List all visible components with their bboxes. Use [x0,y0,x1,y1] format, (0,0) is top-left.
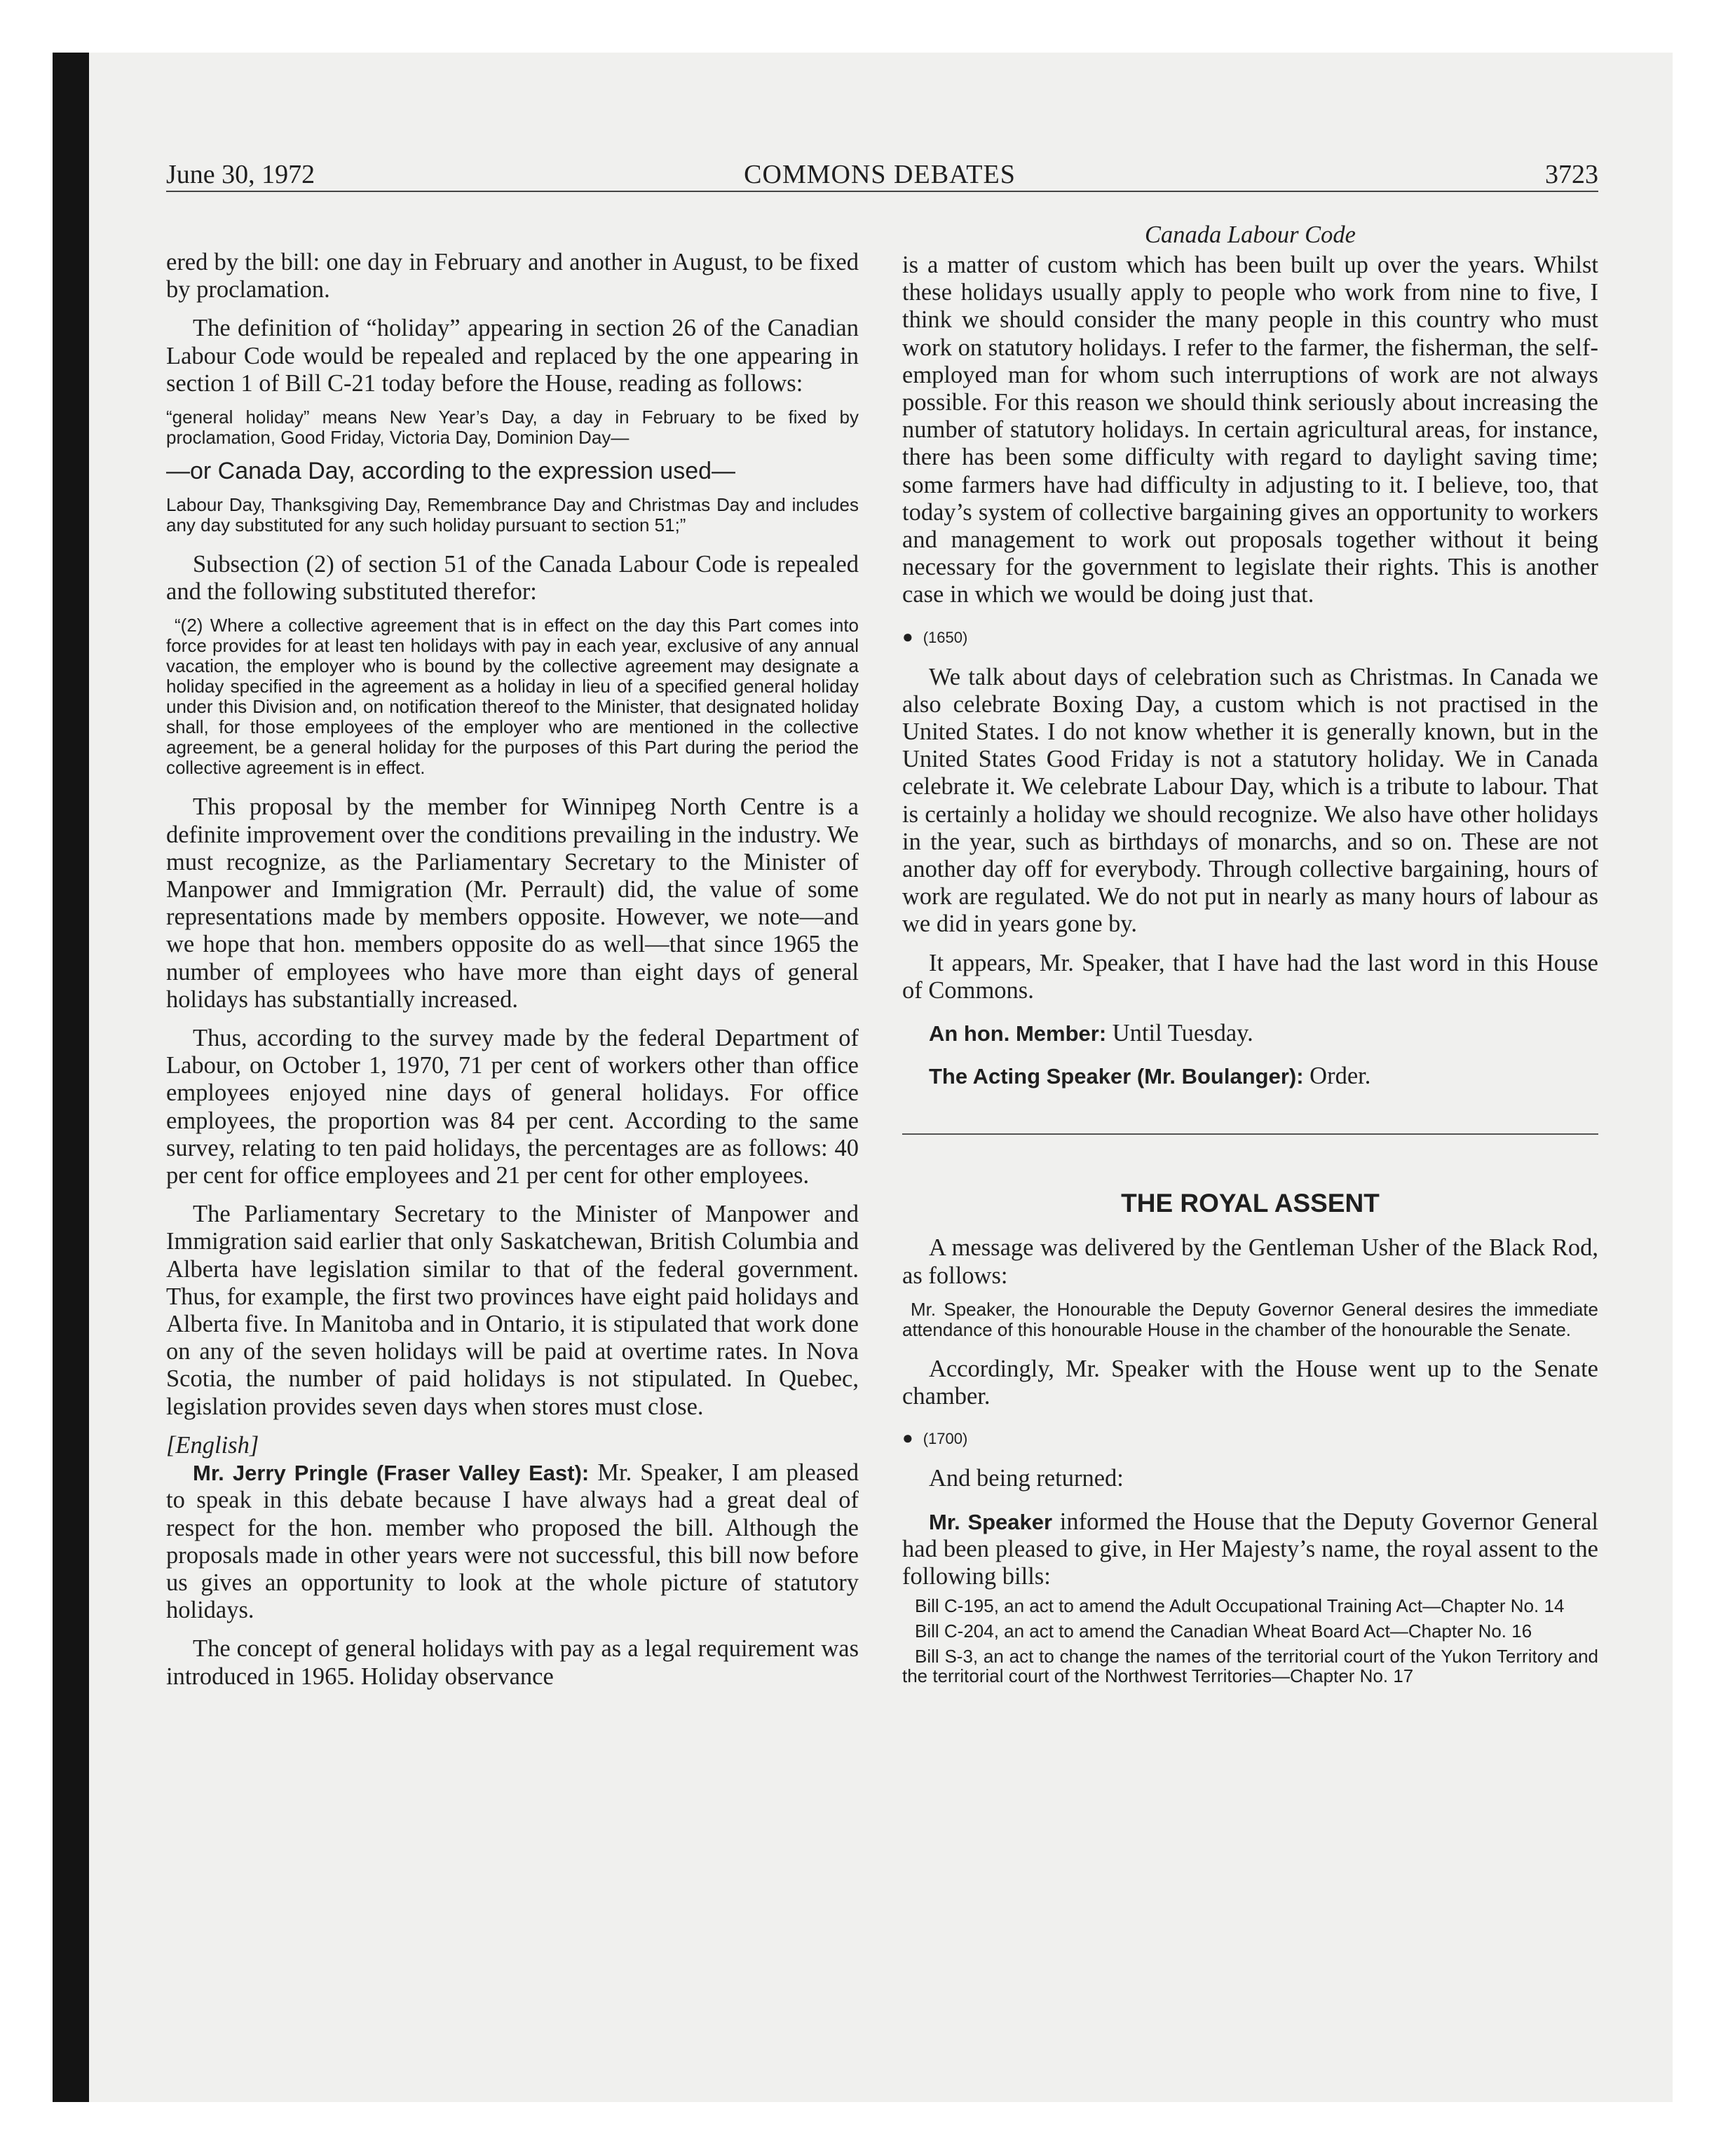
scan-edge-bar [53,53,89,2102]
quoted-text: Mr. Speaker, the Honourable the Deputy Governor General desires the immediate attendance of this honourable House in the chamber of the honourable the Senate. [902,1298,1598,1340]
time-stamp [902,626,1598,648]
time-stamp-text: (1700) [923,1430,968,1448]
speech-paragraph [902,1020,1598,1047]
bill-entry: Bill C-195, an act to amend the Adult Occupational Training Act—Chapter No. 14 [915,1595,1565,1617]
time-stamp [902,1427,1598,1449]
paragraph: The Parliamentary Secretary to the Minister of Manpower and Immigration said earlier that only Saskatchewan, British Columbia and Alberta have legislation similar to that of the federal government. Thus, for example, the first two provinces have eight paid holidays and Alberta five. In Manitoba and in Ontario, it is stipulated that work done on any of the seven holidays will be paid at overtime rates. In Nova Scotia, the number of paid holidays is not stipulated. In Quebec, legislation provides seven days when stores must close. [166,1201,859,1420]
bullet-icon: ● [902,1427,913,1449]
speaker-name: Mr. Speaker [929,1509,1053,1534]
bill-entry: Bill C-204, an act to amend the Canadian Wheat Board Act—Chapter No. 16 [915,1621,1532,1642]
speech-text: informed the House that the Deputy Governor General had been pleased to give, in Her Majesty’s name, the royal assent to the following bills: [902,1508,1599,1590]
page-date: June 30, 1972 [166,160,315,189]
bill-entry: Bill S-3, an act to change the names of the territorial court of the Yukon Territory and the territorial court of the Northwest Territories—Chapter No. 17 [902,1646,1598,1687]
speech-text: Mr. Speaker, I am pleased to speak in this debate because I have always had a great deal of respect for the hon. member who proposed the bill. Although the proposals made in other years were not successful, this bill now before us gives an opportunity to look at the whole picture of statutory holidays. [166,1459,859,1624]
time-stamp-text: (1650) [923,628,968,646]
paragraph: The concept of general holidays with pay as a legal requirement was introduced in 1965. Holiday observance [166,1635,859,1690]
publication-title: COMMONS DEBATES [744,160,1016,189]
paragraph: We talk about days of celebration such as Christmas. In Canada we also celebrate Boxing Day, a custom which is not practised in the United States. I do not know whether it is generally known, but in the United States Good Friday is not a statutory holiday. We in Canada celebrate it. We celebrate Labour Day, which is a tribute to labour. That is certainly a holiday we should recognize. We also have other holidays in the year, such as birthdays of monarchs, and so on. These are not another day off for everybody. Through collective bargaining, hours of work are regulated. We do not put in nearly as many hours of labour as we did in years gone by. [902,663,1598,938]
speech-paragraph [166,1459,859,1624]
paragraph: This proposal by the member for Winnipeg North Centre is a definite improvement over the conditions prevailing in the industry. We must recognize, as the Parliamentary Secretary to the Minister of Manpower and Immigration (Mr. Perrault) did, the value of some representations made by members opposite. However, we note—and we hope that hon. members opposite do as well—that since 1965 the number of employees who have more than eight days of general holidays has substantially increased. [166,793,859,1013]
speaker-name: The Acting Speaker (Mr. Boulanger): [929,1064,1304,1089]
paragraph: The definition of “holiday” appearing in section 26 of the Canadian Labour Code would be repealed and replaced by the one appearing in section 1 of Bill C-21 today before the House, reading as follows: [166,315,859,397]
paragraph: A message was delivered by the Gentleman Usher of the Black Rod, as follows: [902,1234,1598,1289]
page-number: 3723 [1545,160,1598,189]
paragraph: It appears, Mr. Speaker, that I have had the last word in this House of Commons. [902,949,1598,1004]
right-column [902,221,1598,1686]
speech-paragraph [902,1508,1598,1591]
speaker-name: An hon. Member: [929,1021,1107,1046]
paragraph: Subsection (2) of section 51 of the Canada Labour Code is repealed and the following substituted therefor: [166,551,859,606]
paragraph: Thus, according to the survey made by the federal Department of Labour, on October 1, 1970, 71 per cent of workers other than office employees enjoyed nine days of general holidays. For office employees, the proportion was 84 per cent. According to the same survey, relating to ten paid holidays, the percentages are as follows: 40 per cent for office employees and 21 per cent for other employees. [166,1025,859,1189]
section-title: THE ROYAL ASSENT [1121,1189,1380,1218]
left-column [166,249,859,1691]
quoted-text: Labour Day, Thanksgiving Day, Remembrance Day and Christmas Day and includes any day substituted for any such holiday pursuant to section 51;” [166,494,859,536]
paragraph: ered by the bill: one day in February and another in August, to be fixed by proclamation. [166,249,859,303]
running-head: Canada Labour Code [1145,221,1356,248]
paragraph: Accordingly, Mr. Speaker with the House went up to the Senate chamber. [902,1355,1598,1410]
speech-text: Until Tuesday. [1112,1020,1253,1047]
header-rule [166,191,1598,192]
speech-text: Order. [1309,1063,1371,1090]
quoted-text: “general holiday” means New Year’s Day, a day in February to be fixed by proclamation, Good Friday, Victoria Day, Dominion Day— [166,407,859,449]
quoted-text: “(2) Where a collective agreement that is in effect on the day this Part comes into force provides for at least ten holidays with pay in each year, exclusive of any annual vacation, the employer who is bound by the collective agreement may designate a holiday specified in the agreement as a holiday in lieu of a specified general holiday under this Division and, on notification thereof to the Minister, that designated holiday shall, for those employees of the employer who are mentioned in the collective agreement, be a general holiday for the purposes of this Part during the period the collective agreement is in effect. [166,615,859,779]
paragraph: And being returned: [929,1465,1124,1492]
section-divider [902,1133,1598,1135]
speech-paragraph [902,1063,1598,1090]
quoted-text: —or Canada Day, according to the expression used— [166,458,736,485]
bullet-icon: ● [902,625,913,647]
speaker-name: Mr. Jerry Pringle (Fraser Valley East): [193,1461,590,1486]
language-note: [English] [166,1431,259,1459]
paragraph: is a matter of custom which has been built up over the years. Whilst these holidays usually apply to people who work from nine to five, I think we should consider the many people in this country who must work on statutory holidays. I refer to the farmer, the fisherman, the self-employed man for whom such interruptions of work are not always possible. For this reason we should think seriously about increasing the number of statutory holidays. In certain agricultural areas, for instance, there has been some difficulty with regard to daylight saving time; some farmers have had difficulty in adjusting to it. I believe, too, that today’s system of collective bargaining gives an opportunity to workers and management to work out proposals together without it being necessary for the government to legislate their rights. This is another case in which we would be doing just that. [902,252,1598,608]
